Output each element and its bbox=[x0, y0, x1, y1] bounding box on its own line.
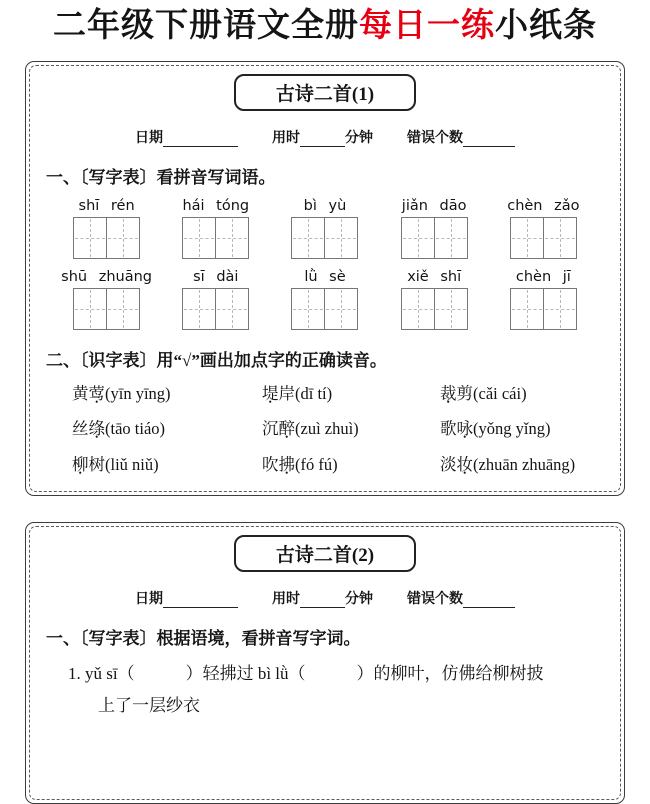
item-text-before: 歌 bbox=[440, 419, 457, 439]
phonetic-item bbox=[440, 454, 604, 475]
time-blank-line bbox=[300, 592, 345, 608]
item-text-before: 丝 bbox=[72, 419, 89, 439]
pinyin-label: sī dài bbox=[193, 268, 239, 285]
item-text-after: (yīn yīng) bbox=[105, 383, 171, 403]
section-2-heading: 二、〔识字表〕用“√”画出加点字的正确读音。 bbox=[46, 350, 387, 370]
item-dotted-char: 醉 bbox=[278, 419, 295, 439]
page-title-part1: 二年级下册语文全册 bbox=[53, 8, 359, 44]
page-title-highlight: 每日一练 bbox=[359, 8, 495, 44]
pinyin-label: xiě shī bbox=[407, 268, 462, 285]
writing-grid bbox=[291, 288, 358, 330]
phonetic-item bbox=[262, 383, 440, 404]
item-text-after: (fó fú) bbox=[295, 454, 338, 474]
pinyin-row-2 bbox=[46, 269, 604, 330]
date-blank-line bbox=[163, 592, 238, 608]
item-dotted-char: 堤 bbox=[262, 383, 279, 403]
pinyin-label: shī rén bbox=[78, 197, 135, 214]
time-label: 用时 bbox=[272, 130, 300, 146]
writing-grid bbox=[510, 288, 577, 330]
item-text-before: 沉 bbox=[262, 419, 279, 439]
error-label: 错误个数 bbox=[407, 130, 463, 146]
grid-cell bbox=[435, 218, 467, 258]
writing-grid bbox=[182, 217, 249, 259]
question-line-1: 1. yǔ sī（ ）轻拂过 bì lǜ（ ）的柳叶，仿佛给柳树披 bbox=[68, 664, 544, 684]
phonetic-item bbox=[262, 454, 440, 475]
grid-cell bbox=[544, 218, 576, 258]
item-text-after: (yǒng yǐng) bbox=[473, 419, 551, 439]
grid-cell bbox=[183, 289, 216, 329]
phonetic-item bbox=[262, 418, 440, 439]
grid-cell bbox=[216, 289, 248, 329]
pinyin-word bbox=[272, 269, 378, 330]
pinyin-label: jiǎn dāo bbox=[401, 197, 467, 214]
date-label: 日期 bbox=[135, 130, 163, 146]
grid-cell bbox=[292, 289, 325, 329]
pinyin-label: shū zhuāng bbox=[61, 268, 152, 285]
item-text-before: 黄 bbox=[72, 383, 89, 403]
item-dotted-char: 绦 bbox=[88, 419, 105, 439]
phonetic-item bbox=[72, 454, 262, 475]
phonetic-items-grid bbox=[46, 383, 604, 475]
writing-grid bbox=[73, 217, 140, 259]
minute-label: 分钟 bbox=[345, 130, 373, 146]
grid-cell bbox=[216, 218, 248, 258]
item-dotted-char: 咏 bbox=[456, 419, 473, 439]
card-1-title: 古诗二首(1) bbox=[234, 74, 416, 111]
error-blank-line bbox=[463, 592, 515, 608]
time-blank-line bbox=[300, 131, 345, 147]
pinyin-label: chèn jī bbox=[515, 268, 571, 285]
grid-cell bbox=[74, 218, 107, 258]
grid-cell bbox=[107, 289, 139, 329]
pinyin-label: hái tóng bbox=[182, 197, 250, 214]
grid-cell bbox=[544, 289, 576, 329]
writing-grid bbox=[182, 288, 249, 330]
card-1-inner bbox=[29, 65, 621, 492]
error-blank-line bbox=[463, 131, 515, 147]
grid-cell bbox=[74, 289, 107, 329]
item-text-before: 淡 bbox=[440, 454, 457, 474]
item-text-after: (zhuān zhuāng) bbox=[473, 454, 576, 474]
question-line-2: 上了一层纱衣 bbox=[98, 695, 200, 715]
pinyin-word bbox=[381, 198, 487, 259]
item-dotted-char: 拂 bbox=[278, 454, 295, 474]
phonetic-item bbox=[72, 383, 262, 404]
item-text-after: (zuì zhuì) bbox=[295, 419, 359, 439]
pinyin-word bbox=[272, 198, 378, 259]
grid-cell bbox=[107, 218, 139, 258]
card-2-meta-row bbox=[46, 588, 604, 608]
grid-cell bbox=[292, 218, 325, 258]
card-2-section-1-heading: 一、〔写字表〕根据语境，看拼音写字词。 bbox=[46, 629, 361, 649]
pinyin-word bbox=[54, 198, 160, 259]
worksheet-card-2 bbox=[25, 522, 625, 804]
item-text-after: 剪(cǎi cái) bbox=[456, 383, 527, 403]
phonetic-item bbox=[72, 418, 262, 439]
writing-grid bbox=[401, 217, 468, 259]
grid-cell bbox=[435, 289, 467, 329]
writing-grid bbox=[510, 217, 577, 259]
pinyin-word bbox=[490, 198, 596, 259]
page-title-part2: 小纸条 bbox=[495, 8, 597, 44]
item-dotted-char: 妆 bbox=[456, 454, 473, 474]
writing-grid bbox=[291, 217, 358, 259]
card-2-title: 古诗二首(2) bbox=[234, 535, 416, 572]
item-text-after: (tāo tiáo) bbox=[105, 419, 166, 439]
card-1-meta-row bbox=[46, 127, 604, 147]
grid-cell bbox=[402, 218, 435, 258]
item-dotted-char: 莺 bbox=[88, 383, 105, 403]
pinyin-word bbox=[54, 269, 160, 330]
item-text-after: 树(liǔ niǔ) bbox=[88, 454, 159, 474]
phonetic-item bbox=[440, 418, 604, 439]
pinyin-word bbox=[490, 269, 596, 330]
grid-cell bbox=[511, 289, 544, 329]
item-text-after: 岸(dī tí) bbox=[278, 383, 333, 403]
date-blank-line bbox=[163, 131, 238, 147]
page-title bbox=[0, 8, 650, 46]
card-2-inner bbox=[29, 526, 621, 800]
item-text-before: 吹 bbox=[262, 454, 279, 474]
grid-cell bbox=[325, 218, 357, 258]
minute-label: 分钟 bbox=[345, 592, 373, 608]
grid-cell bbox=[402, 289, 435, 329]
grid-cell bbox=[511, 218, 544, 258]
pinyin-label: chèn zǎo bbox=[507, 197, 580, 214]
pinyin-word bbox=[163, 198, 269, 259]
item-dotted-char: 柳 bbox=[72, 454, 89, 474]
grid-cell bbox=[325, 289, 357, 329]
grid-cell bbox=[183, 218, 216, 258]
pinyin-word bbox=[381, 269, 487, 330]
writing-grid bbox=[401, 288, 468, 330]
pinyin-label: bì yù bbox=[303, 197, 347, 214]
item-dotted-char: 裁 bbox=[440, 383, 457, 403]
time-label: 用时 bbox=[272, 592, 300, 608]
pinyin-label: lǜ sè bbox=[304, 268, 346, 285]
date-label: 日期 bbox=[135, 592, 163, 608]
pinyin-row-1 bbox=[46, 198, 604, 259]
worksheet-card-1 bbox=[25, 61, 625, 496]
phonetic-item bbox=[440, 383, 604, 404]
pinyin-word bbox=[163, 269, 269, 330]
error-label: 错误个数 bbox=[407, 592, 463, 608]
writing-grid bbox=[73, 288, 140, 330]
section-1-heading: 一、〔写字表〕看拼音写词语。 bbox=[46, 167, 276, 187]
